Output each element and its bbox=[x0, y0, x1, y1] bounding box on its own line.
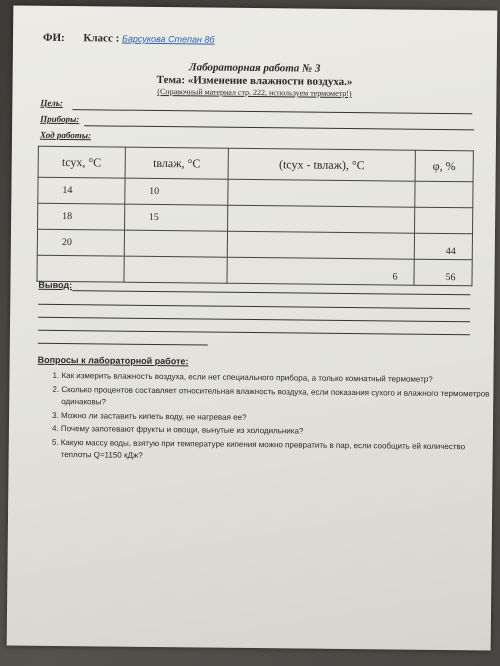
lab-reference: (Справочный материал стр. 222, используем термометр!) bbox=[157, 86, 352, 99]
table-cell bbox=[228, 231, 415, 259]
conclusion-label: Вывод: bbox=[38, 279, 73, 291]
questions-title: Вопросы к лабораторной работе: bbox=[37, 354, 189, 367]
goal-line bbox=[72, 109, 472, 114]
table-cell: 6 bbox=[227, 257, 414, 285]
question-item: 5. Какую массу воды, взятую при температуре кипения можно превратить в пар, если сообщить ей количество теплоты Q=1150 кДж? bbox=[61, 437, 491, 467]
table-cell: 10 bbox=[124, 178, 228, 205]
worksheet bbox=[7, 5, 498, 650]
conclusion-line bbox=[38, 317, 470, 323]
header-t-dry: tсух, °С bbox=[38, 146, 125, 178]
table-cell: 15 bbox=[124, 204, 228, 231]
table-cell: 18 bbox=[38, 203, 125, 230]
table-cell bbox=[228, 179, 415, 207]
table-cell bbox=[124, 230, 228, 257]
question-item: 2. Сколько процентов составляет относительная влажность воздуха, если показания сухого и влажного термометров одинаковы? bbox=[61, 384, 491, 414]
table-cell bbox=[228, 205, 415, 233]
question-item: 3. Можно ли заставить кипеть воду, не нагревая ее? bbox=[61, 410, 491, 427]
conclusion-line bbox=[38, 304, 470, 310]
table-header-row bbox=[38, 146, 473, 182]
progress-label: Ход работы: bbox=[39, 129, 92, 141]
devices-line bbox=[84, 125, 474, 130]
student-name: Барсукова Степан 8б bbox=[121, 33, 215, 45]
class-label: Класс : bbox=[83, 32, 120, 45]
table-cell bbox=[415, 181, 473, 208]
questions-list bbox=[37, 370, 492, 467]
goal-label: Цель: bbox=[40, 97, 63, 109]
question-item: 4. Почему запотевают фрукты и овощи, вынутые из холодильника? bbox=[61, 423, 491, 440]
table-cell: 44 bbox=[414, 233, 472, 260]
table-cell: 56 bbox=[414, 259, 472, 286]
table-cell bbox=[37, 255, 124, 282]
devices-label: Приборы: bbox=[40, 113, 80, 125]
data-table bbox=[36, 146, 473, 287]
table-cell bbox=[414, 207, 472, 234]
table-cell: 14 bbox=[38, 177, 125, 204]
header-humidity: φ, % bbox=[415, 150, 473, 182]
lab-title: Лабораторная работа № 3 bbox=[189, 61, 321, 75]
conclusion-line bbox=[38, 330, 470, 336]
table-cell bbox=[124, 256, 228, 283]
conclusion-line bbox=[72, 290, 470, 295]
table-cell: 20 bbox=[37, 229, 124, 256]
table-row bbox=[37, 255, 472, 286]
lab-topic: Тема: «Изменение влажности воздуха.» bbox=[156, 73, 353, 89]
header-t-wet: tвлаж, °С bbox=[125, 147, 229, 179]
conclusion-line bbox=[38, 343, 208, 346]
student-header bbox=[43, 32, 215, 46]
name-label: ФИ: bbox=[42, 31, 65, 45]
header-t-diff: (tсух - tвлаж), °С bbox=[228, 148, 415, 181]
question-item: 1. Как измерить влажность воздуха, если нет специального прибора, а только комнатный термометр? bbox=[61, 370, 491, 387]
